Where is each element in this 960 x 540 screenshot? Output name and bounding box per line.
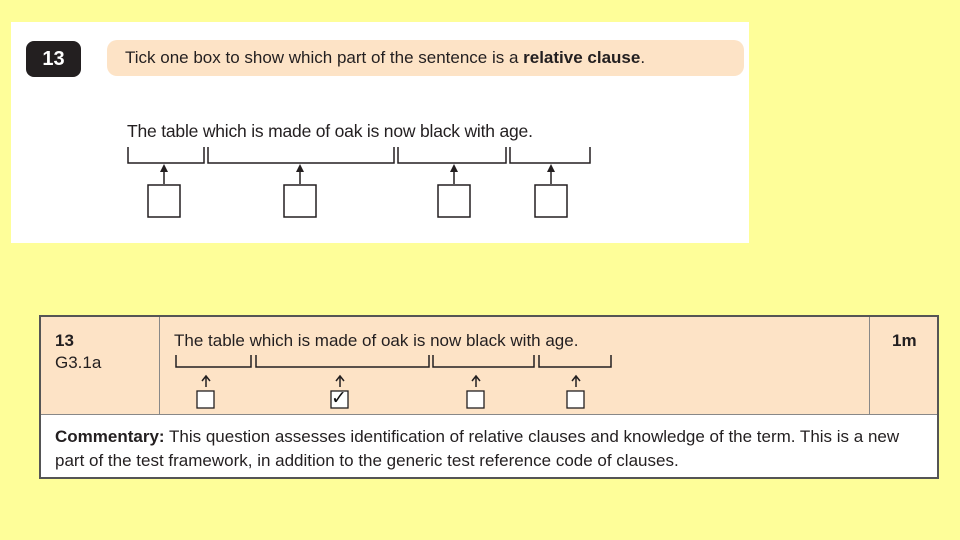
ms-arrow-2 [336, 376, 344, 387]
markscheme-answer-row [41, 317, 937, 415]
markscheme-marks: 1m [892, 331, 917, 350]
tick-box-4[interactable] [535, 185, 567, 217]
ms-tick-box-4 [567, 391, 584, 408]
instruction-bold-term: relative clause [523, 48, 641, 67]
ms-arrow-4 [572, 376, 580, 387]
question-number: 13 [26, 41, 81, 77]
ms-tick-box-3 [467, 391, 484, 408]
tick-box-3[interactable] [438, 185, 470, 217]
question-sentence: The table which is made of oak is now black with age. [127, 121, 533, 141]
tick-box-1[interactable] [148, 185, 180, 217]
ms-bracket-segment-1 [176, 355, 251, 367]
question-tick-boxes [11, 22, 749, 243]
ms-bracket-segment-3 [433, 355, 534, 367]
tick-box-2[interactable] [284, 185, 316, 217]
commentary-label: Commentary: [55, 427, 165, 446]
checkmark-icon: ✓ [331, 387, 347, 409]
ms-arrow-1 [202, 376, 210, 387]
ms-bracket-segment-4 [539, 355, 611, 367]
ms-tick-box-1 [197, 391, 214, 408]
markscheme-sentence: The table which is made of oak is now black with age. [174, 331, 579, 350]
ms-bracket-segment-2 [256, 355, 429, 367]
instruction-part-2: . [640, 48, 646, 67]
ms-arrow-3 [472, 376, 480, 387]
markscheme-reference-code: G3.1a [55, 353, 102, 372]
markscheme-table [39, 315, 939, 479]
markscheme-question-number: 13 [55, 331, 74, 350]
instruction-part-1: Tick one box to show which part of the sentence is a [125, 48, 524, 67]
markscheme-bracket-diagram [41, 317, 937, 414]
commentary-text: This question assesses identification of relative clauses and knowledge of the term. This is a new part of the test framework, in addition to the generic test reference code of clauses. [55, 427, 900, 470]
markscheme-marks-cell [869, 317, 938, 414]
markscheme-commentary [55, 425, 925, 473]
question-card [11, 22, 749, 243]
